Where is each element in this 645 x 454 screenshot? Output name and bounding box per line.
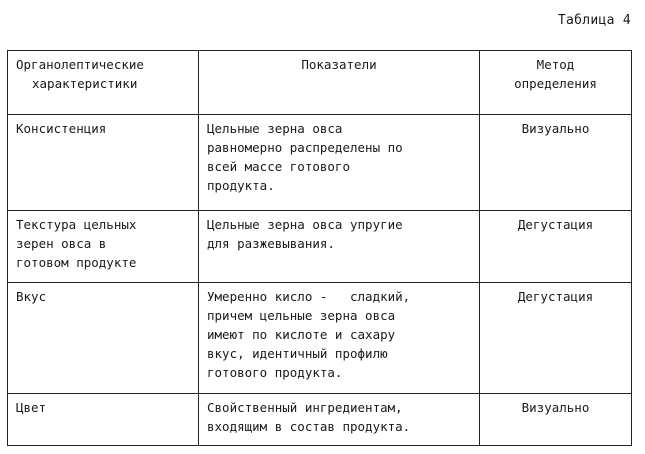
indicator-line: входящим в состав продукта. [207, 419, 411, 434]
characteristic-line: готовом продукте [16, 255, 137, 270]
row-characteristic [8, 211, 199, 283]
table-row [8, 211, 632, 283]
row-method [480, 394, 632, 446]
row-characteristic [8, 283, 199, 394]
method-value: Дегустация [517, 217, 594, 232]
indicator-line: причем цельные зерна овса [207, 308, 396, 323]
indicator-line: равномерно распределены по [207, 140, 403, 155]
characteristic-line: Текстура цельных [16, 217, 137, 232]
indicator-line: всей массе готового [207, 159, 350, 174]
header-characteristics-line-1: Органолептические [16, 57, 144, 72]
characteristic-line: Цвет [16, 400, 47, 415]
row-characteristic [8, 115, 199, 211]
indicator-line: Умеренно кисло - сладкий, [207, 289, 411, 304]
row-indicator [199, 115, 480, 211]
indicator-line: продукта. [207, 178, 275, 193]
table-caption: Таблица 4 [557, 13, 631, 28]
table-header-row [8, 51, 632, 115]
header-indicators-label: Показатели [301, 57, 377, 72]
characteristic-line: Консистенция [16, 121, 107, 136]
indicator-line: Свойственный ингредиентам, [207, 400, 403, 415]
indicator-line: Цельные зерна овса упругие [207, 217, 403, 232]
indicator-line: готового продукта. [207, 365, 343, 380]
row-method [480, 211, 632, 283]
row-indicator [199, 211, 480, 283]
indicator-line: вкус, идентичный профилю [207, 346, 388, 361]
table-row [8, 283, 632, 394]
header-characteristics [8, 51, 199, 115]
method-value: Визуально [521, 121, 590, 136]
row-indicator [199, 283, 480, 394]
header-method [480, 51, 632, 115]
indicator-line: для разжевывания. [207, 236, 335, 251]
characteristic-line: зерен овса в [16, 236, 107, 251]
indicator-line: имеют по кислоте и сахару [207, 327, 396, 342]
header-method-line-2: определения [514, 76, 597, 91]
indicator-line: Цельные зерна овса [207, 121, 343, 136]
table-row [8, 115, 632, 211]
header-characteristics-line-2: характеристики [32, 76, 138, 91]
row-characteristic [8, 394, 199, 446]
method-value: Визуально [521, 400, 590, 415]
method-value: Дегустация [517, 289, 594, 304]
row-indicator [199, 394, 480, 446]
row-method [480, 283, 632, 394]
header-method-line-1: Метод [536, 57, 575, 72]
table-row [8, 394, 632, 446]
row-method [480, 115, 632, 211]
characteristics-table [7, 50, 632, 446]
characteristic-line: Вкус [16, 289, 47, 304]
header-indicators [199, 51, 480, 115]
